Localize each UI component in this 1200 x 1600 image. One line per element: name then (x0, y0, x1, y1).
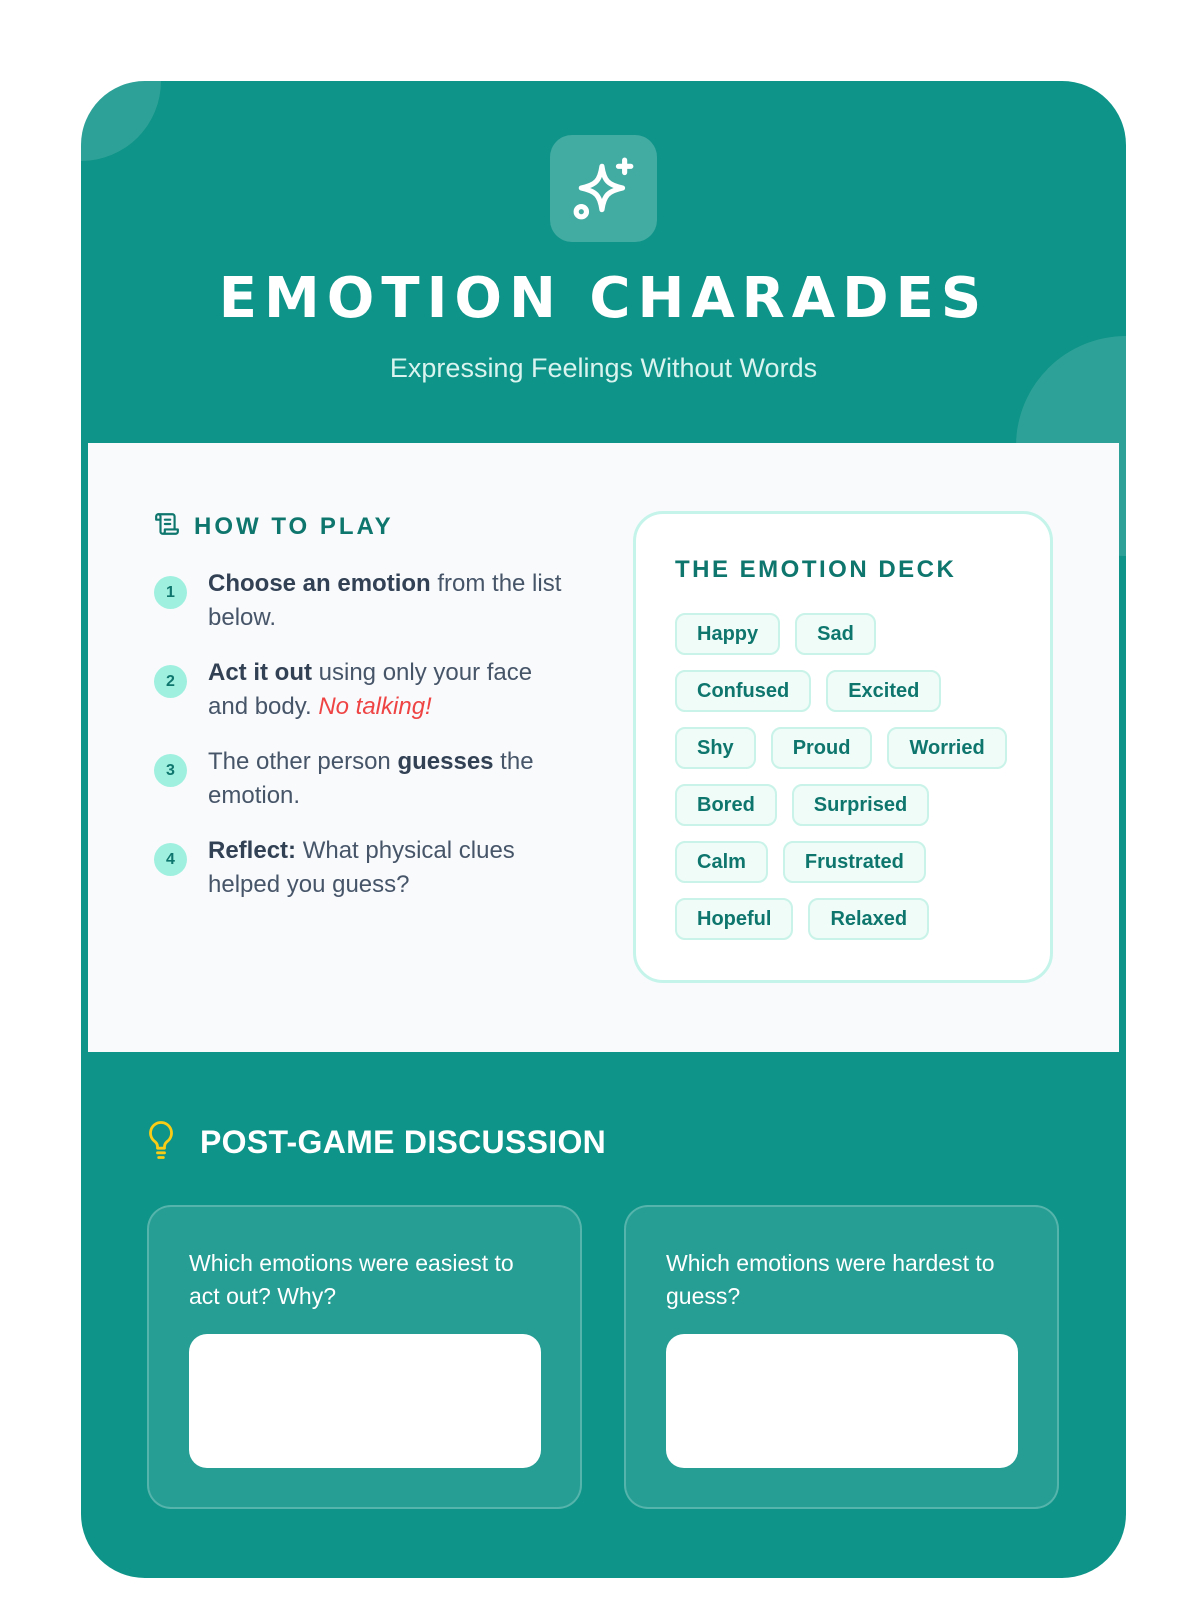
emotion-chip[interactable]: Sad (795, 613, 876, 655)
answer-field[interactable] (666, 1334, 1018, 1468)
emotion-chip-list (675, 613, 1025, 940)
discussion-question-card (147, 1205, 582, 1509)
emotion-chip[interactable]: Proud (771, 727, 873, 769)
emotion-chip[interactable]: Worried (887, 727, 1006, 769)
emotion-deck-title: THE EMOTION DECK (675, 556, 957, 583)
how-to-play-header (154, 511, 394, 542)
answer-field[interactable] (189, 1334, 541, 1468)
step-number-badge: 4 (154, 843, 187, 876)
step-number-badge: 1 (154, 576, 187, 609)
instruction-step (154, 834, 574, 902)
discussion-header (147, 1120, 606, 1165)
emotion-chip[interactable]: Hopeful (675, 898, 793, 940)
how-to-play-heading: HOW TO PLAY (194, 512, 394, 540)
discussion-title: POST-GAME DISCUSSION (200, 1124, 607, 1160)
sparkles-icon (550, 135, 657, 242)
question-text: Which emotions were easiest to act out? Why? (189, 1250, 514, 1309)
scroll-icon (154, 511, 180, 542)
emotion-chip[interactable]: Relaxed (808, 898, 929, 940)
emotion-deck-card (633, 511, 1053, 983)
emotion-chip[interactable]: Happy (675, 613, 780, 655)
question-text: Which emotions were hardest to guess? (666, 1250, 995, 1309)
emotion-chip[interactable]: Frustrated (783, 841, 926, 883)
step-text: Choose an emotion from the list below. (208, 570, 562, 631)
step-text: The other person guesses the emotion. (208, 748, 534, 809)
emotion-chip[interactable]: Calm (675, 841, 768, 883)
discussion-question-card (624, 1205, 1059, 1509)
step-text: Act it out using only your face and body. No talking! (208, 659, 533, 720)
emotion-chip[interactable]: Confused (675, 670, 811, 712)
page-subtitle: Expressing Feelings Without Words (389, 353, 818, 383)
instruction-step (154, 567, 574, 635)
instruction-step (154, 745, 574, 813)
instructions-panel (88, 443, 1119, 1052)
emotion-chip[interactable]: Surprised (792, 784, 929, 826)
lightbulb-icon (147, 1120, 175, 1165)
emotion-charades-card (81, 81, 1126, 1578)
instruction-step (154, 656, 574, 724)
step-text: Reflect: What physical clues helped you guess? (208, 837, 515, 898)
page-title: EMOTION CHARADES (218, 266, 989, 331)
emotion-chip[interactable]: Excited (826, 670, 941, 712)
emotion-chip[interactable]: Bored (675, 784, 777, 826)
step-number-badge: 2 (154, 665, 187, 698)
no-talking-warning: No talking! (318, 693, 432, 720)
step-number-badge: 3 (154, 754, 187, 787)
decorative-circle-top-left (81, 81, 161, 161)
instruction-steps (154, 567, 574, 923)
emotion-chip[interactable]: Shy (675, 727, 756, 769)
